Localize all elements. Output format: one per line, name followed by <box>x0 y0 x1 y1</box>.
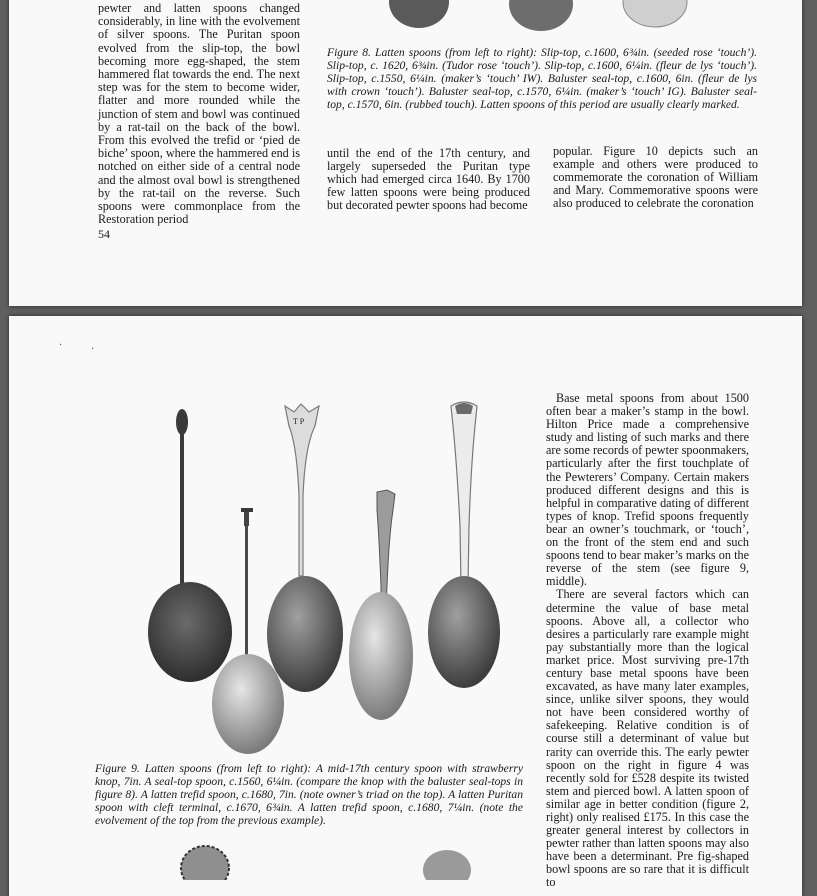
paragraph: popular. Figure 10 depicts such an example and others were produced to commemorate the coronation of William and Mary. Commemorative spoons were also produced to celebrate the coronation <box>553 144 758 211</box>
paragraph: pewter and latten spoons changed considerably, in line with the evolvement of silver spoons. The Puritan spoon evolved from the slip-top, the bowl becoming more egg-shaped, the stem hammered flat towards the end. The next step was for the stem to become wider, flatter and more rounded while the junction of stem and bowl was continued by a rat-tail on the back of the bowl. From this evolved the trefid or ‘pied de biche’ spoon, where the hammered end is notched on either side of a central node and the almost oval bowl is strengthened by the rat-tail on the reverse. Such spoons were commonplace from the Restoration period <box>98 1 300 227</box>
scan-speck: · <box>59 340 63 351</box>
document-page-54 <box>9 0 802 306</box>
text-column-left <box>98 2 300 226</box>
spoon-trefid-later <box>428 402 500 688</box>
figure-8-caption <box>327 46 757 111</box>
document-page-55 <box>9 316 802 896</box>
spoon-trefid-owner-triad <box>267 404 343 692</box>
text-column-right <box>546 392 749 890</box>
figure-9-photo <box>89 386 544 766</box>
spoon-strawberry-knop <box>148 409 232 682</box>
page-number: 54 <box>98 227 110 241</box>
figure-8-photo <box>389 0 709 34</box>
scan-speck: · <box>91 344 95 355</box>
spoon-puritan-cleft <box>349 490 413 720</box>
paragraph: Base metal spoons from about 1500 often bear a maker’s stamp in the bowl. Hilton Price made a comprehensive study and listing of such marks and there are some records of pewter spoonmakers, particularly after the first touchplate of the Pewterers’ Company. Certain makers produced different designs and this is helpful in comparative dating of different types of knop. Trefid spoons frequently bear an owner’s touchmark, or ‘touch’, on the front of the stem end and such spoons tend to bear maker’s marks on the reverse of the stem (see figure 9, middle). <box>546 391 749 589</box>
figure-9-caption <box>95 762 523 827</box>
paragraph: until the end of the 17th century, and largely superseded the Puritan type which had emerged circa 1640. By 1700 few latten spoons were being produced but decorated pewter spoons had become <box>327 146 530 213</box>
caption-text: Figure 9. Latten spoons (from left to right): A mid-17th century spoon with strawberry knop, 7in. A seal-top spoon, c.1560, 6¼in. (compare the knop with the baluster seal-tops in figure 8). A latten trefid spoon, c.1680, 7in. (note owner’s triad on the top). A latten Puritan spoon with cleft terminal, c.1670, 6¾in. A latten trefid spoon, c.1680, 7¼in. (note the evolvement of the top from the previous example). <box>95 762 523 827</box>
figure-10-photo-partial <box>177 840 477 880</box>
caption-text: Figure 8. Latten spoons (from left to right): Slip-top, c.1600, 6¾in. (seeded rose ‘touch’). Slip-top, c. 1620, 6¾in. (Tudor rose ‘touch’). Slip-top, c.1600, 6¼in. (fleur de lys ‘touch’). Slip-top, c.1550, 6¼in. (maker’s ‘touch’ IW). Baluster seal-top, c.1600, 6in. (fleur de lys with crown ‘touch’). Baluster seal-top, c.1570, 6¼in. (maker’s ‘touch’ IG). Baluster seal-top, c.1570, 6in. (rubbed touch). Latten spoons of this period are usually clearly marked. <box>327 46 757 111</box>
paragraph: There are several factors which can determine the value of base metal spoons. Above all, a collector who desires a particularly rare example might pay substantially more than the logical market price. Most surviving pre-17th century base metal spoons have been excavated, as have many later examples, since, unlike silver spoons, they would not have been considered worthy of safekeeping. Relative condition is of course still a determinant of value but rarity can override this. The early pewter spoon on the right in figure 4 was recently sold for £528 despite its twisted stem and pierced bowl. A latten spoon of similar age in better condition (figure 2, right) only realised £175. In this case the greater general interest by collectors in pewter rather than latten spoons may also have been a determinant. Pre fig-shaped bowl spoons are so rare that it is difficult to <box>546 587 749 890</box>
text-column-middle <box>327 147 530 212</box>
text-column-right <box>553 145 758 210</box>
owner-triad-mark: T P <box>293 417 305 426</box>
